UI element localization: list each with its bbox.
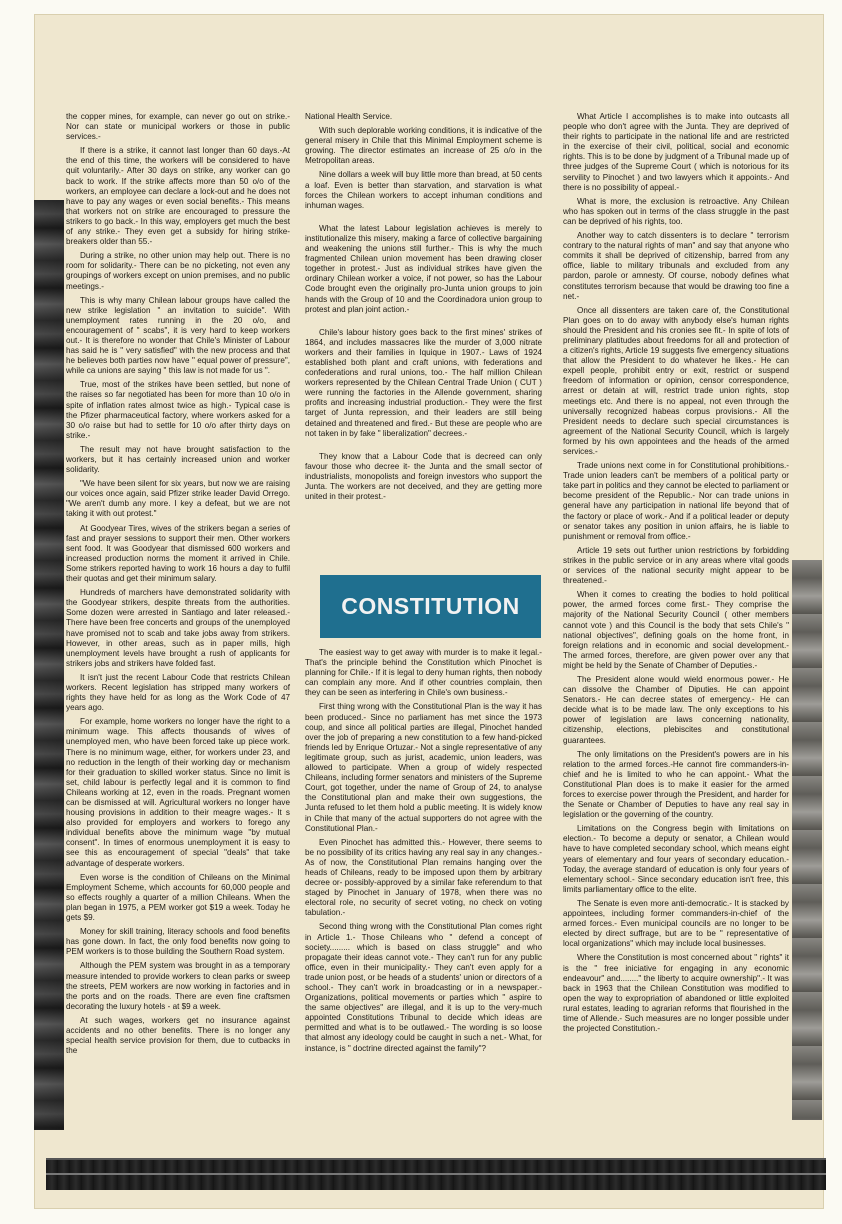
column-2-top [305,112,542,506]
paragraph: This is why many Chilean labour groups have called the new strike legislation " an invitation to suicide". With unemployment rates running in the 20 o/o, and encouragement of " scabs", it is very hard to keep workers out.- It is therefore no wonder that Chile's Minister of Labour has said he is " very satisfied" with the new process and that he believes both parties now have " equal power of pressure", while ca unions are saying " this law is not made for us ". [66,295,290,376]
paragraph: "We have been silent for six years, but now we are raising our voices once again, said Pfizer strike leader David Orrego. "We aren't dumb any more. I key a defeat, but we are not taking it with out protest." [66,479,290,519]
paragraph: Hundreds of marchers have demonstrated solidarity with the Goodyear strikers, despite threats from the authorities. Some dozen were arrested in Santiago and later released.- There have been free concerts and groups of the unemployed have promised not to scab and take jobs away from strikers. However, in other areas, such as in paper mills, high unemployment levels have brought a rush of applicants for strikers jobs and strikers have folded fast. [66,588,290,668]
paragraph: Once all dissenters are taken care of, the Constitutional Plan goes on to do away with anybody else's human rights should the President and his cronies see fit.- In spite of lots of preliminary platitudes about freedoms for all and protection of a citizen's rights, Article 19 suggests five emergency situations that allow the President to do whatever he likes.- He can expell people, prohibit entry or exit, restrict or suspend freedom of information or opinion, censor correspondence, arrest or detain at will, restrict trade union rights, stop meetings etc. And there is no appeal, not even through the universally recognized habeas corpus provisions.- All the President needs to declare such special circumstances is agreement of the National Security Council, which is largely formed by his own appointees and the heads of the armed services.- [563,305,789,456]
paragraph: If there is a strike, it cannot last longer than 60 days.-At the end of this time, the workers will be considered to have quit voluntarily.- After 30 days on strike, any worker can go back to work. If the strike affects more than 50 o/o of the workers, an employee can declare a lock-out and he does not have to pay any wages or even social benefits.- This means that workers not on strike are encouraged to pressure the strikers to go back.- In this way, employers get much the best of any strike.- They even get a subsidy for hiring strike-breakers older than 55.- [66,146,290,247]
paragraph: Nine dollars a week will buy little more than bread, at 50 cents a loaf. Even is better than starvation, and starvation is what forces the Chilean workers to accept inhuman conditions and inhuman wages. [305,170,542,210]
paragraph: The Senate is even more anti-democratic.- It is stacked by appointees, including former commanders-in-chief of the armed forces.- Even municipal councils are no longer to be elected by direct suffrage, but are to be " representative of local organizations" which may include local businesses. [563,898,789,949]
paragraph: Article 19 sets out further union restrictions by forbidding strikes in the public service or in any areas where vital goods or services of the national security might appear to be threatened.- [563,545,789,586]
paragraph: Even Pinochet has admitted this.- However, there seems to be no possibility of its critics having any real say in any changes.- As of now, the Constitutional Plan remains hanging over the heads of Chileans, ready to be imposed upon them by arbitrary decree or- possibly-approved by a similar fake referendum to that staged by Pinochet in January of 1978, when there was no electoral role, no security of secret voting, no check on voting tabulation.- [305,837,542,918]
paragraph: Money for skill training, literacy schools and food benefits has gone down. In fact, the only food benefits now going to PEM workers is to those building the Southern Road system. [66,927,290,957]
paragraph: It isn't just the recent Labour Code that restricts Chilean workers. Recent legislation has stripped many workers of rights they have held for as long as the Work Code of 47 years ago. [66,672,290,713]
paragraph: What is more, the exclusion is retroactive. Any Chilean who has spoken out in terms of the class struggle in the past can be deprived of his rights, too. [563,196,789,226]
column-2-bottom [305,648,542,1058]
paragraph: When it comes to creating the bodies to hold political power, the armed forces come first.- They comprise the majority of the National Security Council ( other members cannot vote ) and this Council is the body that sets Chile's " national objectives", defining goals on the home front, in foreign relations and in economic and social development.- The armed forces, therefore, are given power over any that might be held by the Senate of Chamber of Deputies.- [563,590,789,670]
paragraph: Trade unions next come in for Constitutional prohibitions.- Trade union leaders can't be members of a political party or take part in politics and they cannot be elected to parliament or become president of the Republic.- Nor can trade unions in general have any participation in national life beyond that of the factory or place of work.- And if a political leader or deputy or senator takes any position in union affairs, he is liable to punishment or removal from office.- [563,461,789,541]
paragraph: Chile's labour history goes back to the first mines' strikes of 1864, and includes massacres like the murder of 3,000 nitrate workers and their families in Iquique in 1907.- Laws of 1924 established both plant and craft unions, with federations and confederations and rural unions, too.- The half million Chilean workers represented by the Chilean Central Trade Union ( CUT ) were running the factories in the Allende government, sharing profits and increasing industrial production.- They were the first target of Junta repression, and their leaders are still being detained and threatened and fired.- But these are people who are not taken in by fake " liberalization" decrees.- [305,327,542,438]
paragraph: At such wages, workers get no insurance against accidents and no other benefits. There is no longer any special health service provision for them, due to cutbacks in the [66,1015,290,1056]
right-photo-strip [792,560,822,1120]
paragraph: National Health Service. [305,112,393,121]
paragraph: Even worse is the condition of Chileans on the Minimal Employment Scheme, which accounts for 60,000 people and so effects roughly a quarter of a million Chileans. When the plan began in 1975, a PEM worker got $19 a week. Today he gets $9. [66,872,290,923]
paragraph: Where the Constitution is most concerned about " rights" it is the " free iniciative for engaging in any economic endeavour" and........" the liberty to acquire ownership".- It was back in 1963 that the Chilean Constitution was modified to open the way to expropriation of abandoned or little exploited rural estates, leading to agrarian reforms that flourished in the time of Allende.- Such measures are no longer possible under the projected Constitution.- [563,953,789,1034]
paragraph: Another way to catch dissenters is to declare " terrorism contrary to the natural rights of man" and say that anyone who commits it shall be deprived of citizenship, barred from any office, liable to military tribunals and excluded from any pardon, parole or amnesty. Of course, nobody defines what constitutes terrorism because that would be drawing too fine a net.- [563,231,789,301]
left-photo-strip [34,200,64,1130]
section-banner [320,575,541,638]
paragraph: At Goodyear Tires, wives of the strikers began a series of fast and prayer sessions to support their men. Other workers sent food. It was Goodyear that dismissed 600 workers and increased production norms the moment it arrived in Chile. Some strikers reported having to work 16 hours a day to fulfil their quotas and get their minimum salary. [66,523,290,584]
paragraph: True, most of the strikes have been settled, but none of the raises so far negotiated has been for more than 10 o/o in spite of inflation rates almost twice as high.- Typical case is the Pfizer pharmaceutical factory, where workers asked for a 30 o/o raise but had to settle for 10 o/o after thirty days on strike.- [66,380,290,440]
paragraph: The only limitations on the President's powers are in his relation to the armed forces.-He cannot fire commanders-in-chief and he is limited to who he can appoint.- What the Constitutional Plan does is to make it easier for the armed forces to exercise power through the President, and harder for the Senate or Chamber of Deputies to have any real say in legislation or the governing of the country. [563,749,789,820]
column-3 [563,112,789,1038]
paragraph: Limitations on the Congress begin with limitations on election.- To become a deputy or senator, a Chilean would have to have completed secondary school, which means eight years of elementary and four years of secondary education.- Today, the average standard of education is only four years of elementary school.- Since secondary education isn't free, this limits parliamentary office to the elite. [563,824,789,894]
section-title: CONSTITUTION [341,593,520,619]
paragraph: For example, home workers no longer have the right to a minimum wage. This affects thousands of wives of unemployed men, who have been forced take up piece work. There is no minimum wage, either, for workers under 23, and no reduction in the length of their working day or mechanism for their graduation to skilled worker status. Since no limit is set, child labour is perfectly legal and it is common to find Chileans working at 12, even in the roads. Pregnant women can be dismissed at will. Agricultural workers no longer have housing provisions in addition to their meagre wages.- It s also provided for employers and workers to forego any individual benefits above the minimum wage "by mutual consent". In times of enormous unemployment it is easy to see this as encouragement of special "deals" that take advantage of desperate workers. [66,717,290,868]
paragraph: What Article I accomplishes is to make into outcasts all people who don't agree with the Junta. They are deprived of their rights to participate in the national life and are restricted in the exercise of their civil, political, social and economic rights. This is to be done by judgment of a Tribunal made up of three judges of the Supreme Court ( which is notorious for its servility to Pinochet ) and two lawyers which it appoints.- And there is no possibility of appeal.- [563,112,789,192]
paragraph: First thing wrong with the Constitutional Plan is the way it has been produced.- Since no parliament has met since the 1973 coup, and since all political parties are illegal, Pinochet handed over the job of preparing a new constitution to a few hand-picked friends led by Enrique Ortuzar.- Not a single representative of any legitimate group, such as jurist, academic, union leaders, was allowed to participate. When a group of widely respected Chileans, including former senators and ministers of the Supreme Court, got together, under the name of Group of 24, to analyse the Constitutional plan and make their own suggestions, the Junta refused to let them hold a public meeting. It is widely know in Chile that many of the actual supporters do not agree with the Constitutional Plan.- [305,702,542,833]
paragraph: They know that a Labour Code that is decreed can only favour those who decree it- the Junta and the small sector of industrialists, monopolists and foreign investors who support the Junta. The workers are not deceived, and they are getting more united in their protest.- [305,451,542,502]
paragraph: Although the PEM system was brought in as a temporary measure intended to provide workers to clean parks or sweep the streets, PEM workers are now working in factories and in the ports and on the roads. There are even fine craftsmen decorating the luxury hotels - at $9 a week. [66,961,290,1011]
bottom-decorative-bar [46,1158,826,1190]
paragraph: During a strike, no other union may help out. There is no room for solidarity.- There can be no picketing, not even any groupings of workers except on union premises, and no public meetings.- [66,251,290,291]
paragraph: The President alone would wield enormous power.- He can dissolve the Chamber of Diputies. He can appoint Senators.- He can decree states of emergency.- He can decide what is to be made law. The only exceptions to his power of legislation are laws concerning nationality, citizenship, elections, plebiscites and constitutional guarantees. [563,674,789,745]
paragraph: With such deplorable working conditions, it is indicative of the general misery in Chile that this Minimal Employment scheme is growing. The director estimates an increase of 25 o/o in the Metropolitan areas. [305,126,542,166]
paragraph: The easiest way to get away with murder is to make it legal.-That's the principle behind the Constitution which Pinochet is planning for Chile.- If it is legal to deny human rights, then nobody can complain any more. And if other countries complain, then they can be seen as interfering in Chile's own business.- [305,648,542,698]
paragraph: the copper mines, for example, can never go out on strike.- Nor can state or municipal workers or those in public services.- [66,112,290,142]
paragraph: The result may not have brought satisfaction to the workers, but it has certainly increased union and worker solidarity. [66,444,290,475]
paragraph: Second thing wrong with the Constitutional Plan comes right in Article 1.- Those Chileans who " defend a concept of society......... which is based on class struggle" and who propagate their ideas cannot vote.- They can't run for any public office, even in their municipality.- They can't even apply for a trade union post, or be heads of a students' union or directors of a school.- They can't work in broadcasting or in a newspaper.- Organizations, political movements or parties which " aspire to the same objectives" are illegal, and it is up to the very-much appointed Constitutions Tribunal to decide which ideas are permitted and what is to be outlawed.- The wording is so loose that almost any ideology could be caught in such a net.- What, for instance, is " doctrine directed against the family"? [305,922,542,1053]
column-1 [66,112,290,1060]
paragraph: What the latest Labour legislation achieves is merely to institutionalize this misery, making a farce of collective bargaining and weakening the unions still further.- This is why the much fragmented Chilean union movement has been drawing closer together in protest.- Just as individual strikes have given the ordinary Chilean worker a voice, if not power, so has the Labour Code brought even the originally pro-Junta union groups to join hands with the Group of 10 and the Coordinadora union group to protest and plan joint action.- [305,223,542,314]
